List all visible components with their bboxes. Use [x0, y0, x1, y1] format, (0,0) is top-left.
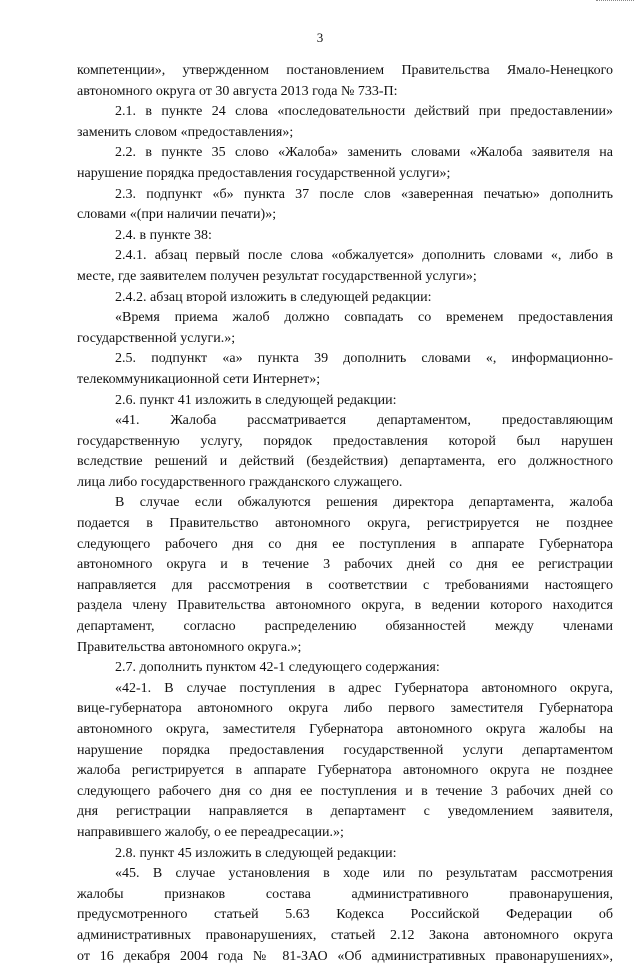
- text-line: 2.4.2. абзац второй изложить в следующей редакции:: [115, 289, 432, 305]
- text-line: вследствие решений и действий (бездействия) департамента, его должностного: [77, 454, 613, 470]
- text-line: следующего рабочего дня со дня ее поступления в аппарате Губернатора: [77, 536, 613, 552]
- text-line: нарушение порядка предоставления государственной услуги»;: [77, 165, 451, 181]
- text-line: административных правонарушениях, статьей 2.12 Закона автономного округа: [77, 927, 613, 943]
- text-line: направляется для рассмотрения в соответствии с требованиями настоящего: [77, 577, 613, 593]
- text-line: 2.2. в пункте 35 слово «Жалоба» заменить словами «Жалоба заявителя на: [115, 145, 613, 161]
- text-line: Правительства автономного округа.»;: [77, 639, 302, 655]
- text-line: 2.1. в пункте 24 слова «последовательности действий при предоставлении»: [115, 104, 613, 120]
- text-line: государственной услуги.»;: [77, 330, 236, 346]
- document-body: [77, 61, 613, 967]
- text-line: заменить словом «предоставления»;: [77, 124, 294, 140]
- text-line: 2.3. подпункт «б» пункта 37 после слов «заверенная печатью» дополнить: [115, 186, 613, 202]
- text-line: лица либо государственного гражданского служащего.: [77, 474, 403, 490]
- text-line: раздела члену Правительства автономного округа, в ведении которого находится: [77, 598, 613, 614]
- text-line: автономного округа, заместителя Губернатора автономного округа жалобы на: [77, 722, 613, 737]
- page-number: 3: [316, 30, 324, 45]
- text-line: жалобы признаков состава административного правонарушения,: [77, 886, 613, 902]
- text-line: автономного округа и в течение 3 рабочих дней со дня ее регистрации: [77, 557, 613, 573]
- text-line: вице-губернатора автономного округа либо первого заместителя Губернатора: [77, 701, 613, 717]
- text-line: подается в Правительство автономного округа, регистрируется не позднее: [77, 516, 613, 532]
- text-line: месте, где заявителем получен результат государственной услуги»;: [77, 268, 477, 284]
- text-line: телекоммуникационной сети Интернет»;: [77, 371, 321, 387]
- text-line: компетенции», утвержденном постановлением Правительства Ямало-Ненецкого: [77, 63, 613, 78]
- text-line: В случае если обжалуются решения директора департамента, жалоба: [115, 495, 613, 511]
- text-line: следующего рабочего дня со дня ее поступления и в течение 3 рабочих дней со: [77, 783, 613, 799]
- text-line: дня регистрации направляется в департамент с уведомлением заявителя,: [77, 804, 613, 820]
- text-line: предусмотренного статьей 5.63 Кодекса Российской Федерации об: [77, 907, 613, 923]
- text-line: словами «(при наличии печати)»;: [77, 207, 277, 223]
- text-line: 2.7. дополнить пунктом 42-1 следующего содержания:: [115, 660, 440, 676]
- text-line: «Время приема жалоб должно совпадать со временем предоставления: [115, 310, 613, 326]
- text-line: «41. Жалоба рассматривается департаментом, предоставляющим: [115, 413, 613, 429]
- text-line: 2.6. пункт 41 изложить в следующей редакции:: [115, 392, 397, 408]
- text-line: 2.4.1. абзац первый после слова «обжалуется» дополнить словами «, либо в: [115, 248, 613, 264]
- text-line: от 16 декабря 2004 года № 81-ЗАО «Об административных правонарушениях»,: [77, 948, 613, 964]
- text-line: нарушение порядка предоставления государственной услуги департаментом: [77, 742, 613, 758]
- text-line: 2.4. в пункте 38:: [115, 227, 212, 243]
- text-line: департамент, согласно распределению обязанностей между членами: [77, 619, 613, 635]
- text-line: жалоба регистрируется в аппарате Губернатора автономного округа не позднее: [77, 763, 613, 779]
- scan-corner-mark: [596, 0, 634, 5]
- text-line: 2.5. подпункт «а» пункта 39 дополнить словами «, информационно-: [115, 351, 613, 367]
- text-line: «42-1. В случае поступления в адрес Губернатора автономного округа,: [115, 680, 613, 696]
- text-line: направившего жалобу, о ее переадресации.»;: [77, 824, 344, 840]
- text-line: 2.8. пункт 45 изложить в следующей редакции:: [115, 845, 397, 861]
- text-line: государственную услугу, порядок предоставления которой был нарушен: [77, 433, 613, 449]
- text-line: автономного округа от 30 августа 2013 года № 733-П:: [77, 83, 398, 99]
- text-line: «45. В случае установления в ходе или по результатам рассмотрения: [115, 866, 613, 882]
